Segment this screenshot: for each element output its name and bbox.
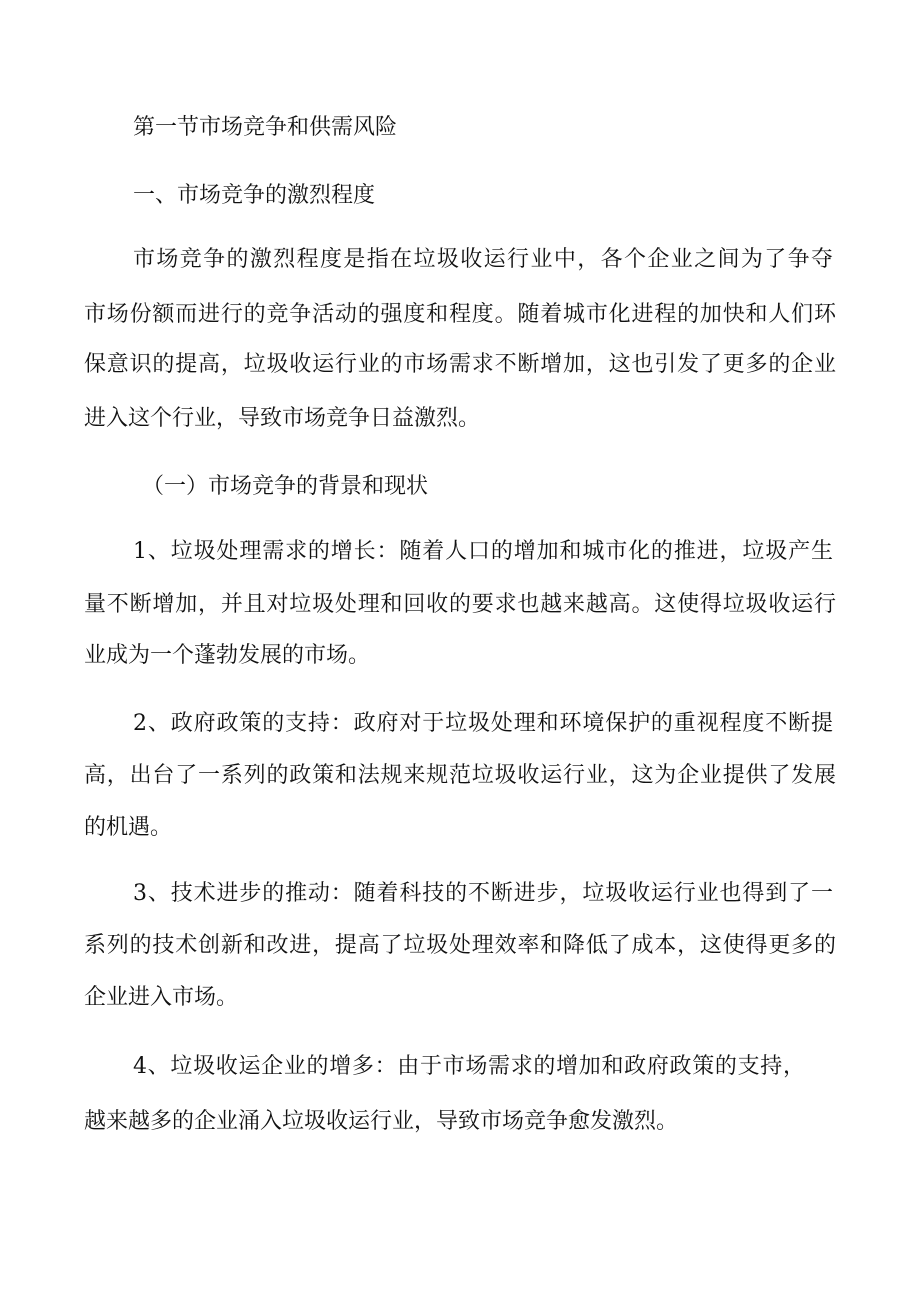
paragraph-line: 进入这个行业，导致市场竞争日益激烈。: [84, 406, 481, 431]
heading-market-competition: 一、市场竞争的激烈程度: [133, 183, 376, 208]
paragraph-line: 的机遇。: [84, 815, 173, 840]
section-title: 第一节市场竞争和供需风险: [133, 115, 398, 140]
paragraph-line: 保意识的提高，垃圾收运行业的市场需求不断增加，这也引发了更多的企业: [84, 352, 836, 377]
subheading-background-status: （一）市场竞争的背景和现状: [142, 474, 429, 499]
paragraph-line: 业成为一个蓬勃发展的市场。: [84, 643, 371, 668]
paragraph-line: 高，出台了一系列的政策和法规来规范垃圾收运行业，这为企业提供了发展: [84, 763, 836, 788]
paragraph-line: 越来越多的企业涌入垃圾收运行业，导致市场竞争愈发激烈。: [84, 1109, 679, 1134]
paragraph-line: 系列的技术创新和改进，提高了垃圾处理效率和降低了成本，这使得更多的: [84, 933, 836, 958]
paragraph-line: 市场竞争的激烈程度是指在垃圾收运行业中，各个企业之间为了争夺: [133, 247, 833, 272]
paragraph-line: 市场份额而进行的竞争活动的强度和程度。随着城市化进程的加快和人们环: [84, 302, 836, 327]
paragraph-line: 量不断增加，并且对垃圾处理和回收的要求也越来越高。这使得垃圾收运行: [84, 592, 836, 617]
paragraph-line: 4、垃圾收运企业的增多：由于市场需求的增加和政府政策的支持，: [133, 1054, 805, 1079]
paragraph-line: 3、技术进步的推动：随着科技的不断进步，垃圾收运行业也得到了一: [133, 881, 833, 906]
paragraph-line: 1、垃圾处理需求的增长：随着人口的增加和城市化的推进，垃圾产生: [133, 539, 833, 564]
paragraph-line: 企业进入市场。: [84, 985, 239, 1010]
paragraph-line: 2、政府政策的支持：政府对于垃圾处理和环境保护的重视程度不断提: [133, 711, 833, 736]
